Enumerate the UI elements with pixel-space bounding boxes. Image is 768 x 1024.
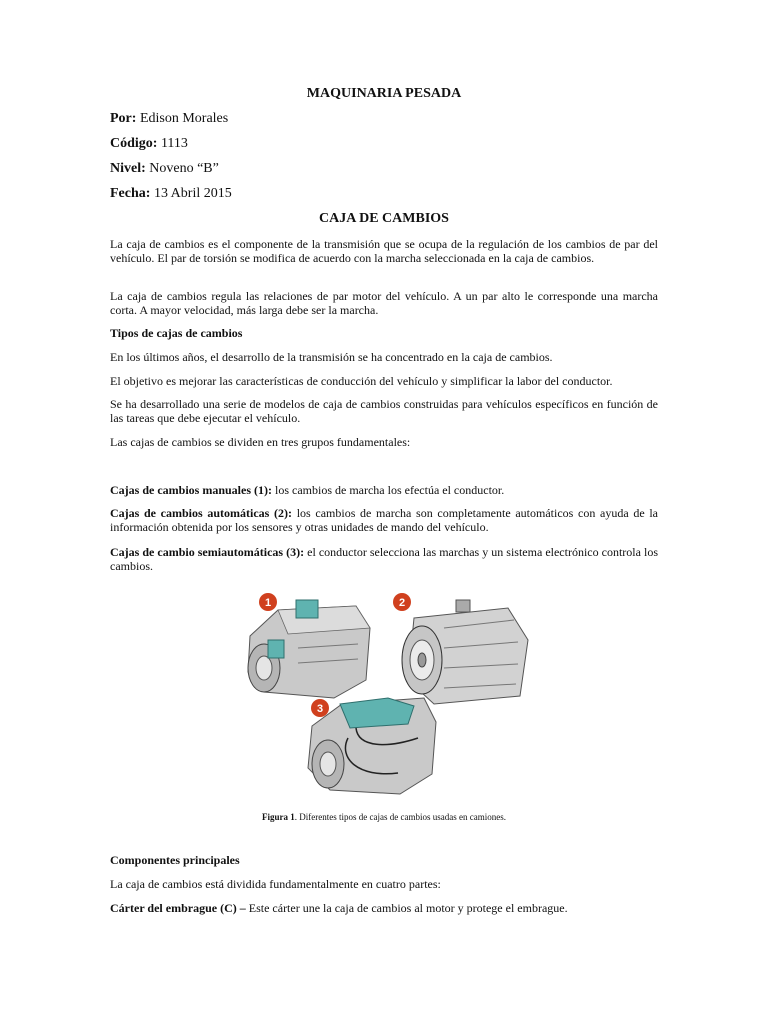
semiautomatic-label: Cajas de cambio semiautomáticas (3): <box>110 545 305 559</box>
paragraph-torque: La caja de cambios regula las relaciones de par motor del vehículo. A un par alto le corresponde una marcha corta. A mayor velocidad, más larga debe ser la marcha. <box>110 289 658 317</box>
date-line <box>110 186 232 202</box>
badge-1: 1 <box>264 597 272 609</box>
item-manual <box>110 483 658 497</box>
manual-label: Cajas de cambios manuales (1): <box>110 483 272 497</box>
date-label: Fecha: <box>110 186 151 201</box>
caption-text: . Diferentes tipos de cajas de cambios usadas en camiones. <box>294 812 506 822</box>
heading-componentes: Componentes principales <box>110 853 240 867</box>
level-line <box>110 161 219 177</box>
item-carter <box>110 901 658 915</box>
date-value: 13 Abril 2015 <box>153 186 232 201</box>
badge-3: 3 <box>316 703 324 715</box>
item-semiautomatic <box>110 545 658 573</box>
level-value: Noveno “B” <box>149 161 219 176</box>
automatic-label: Cajas de cambios automáticas (2): <box>110 506 293 520</box>
code-label: Código: <box>110 136 158 151</box>
caption-label: Figura 1 <box>262 812 295 822</box>
paragraph-groups: Las cajas de cambios se dividen en tres grupos fundamentales: <box>110 435 411 449</box>
gearbox-manual-image <box>248 593 370 698</box>
level-label: Nivel: <box>110 161 146 176</box>
paragraph-objective: El objetivo es mejorar las características de conducción del vehículo y simplificar la labor del conductor. <box>110 374 613 388</box>
semiautomatic-text: el conductor selecciona las marchas y un sistema electrónico controla los cambios. <box>110 545 659 573</box>
author-line <box>110 111 228 127</box>
code-value: 1113 <box>160 136 188 151</box>
paragraph-models: Se ha desarrollado una serie de modelos de caja de cambios construidas para vehículos específicos en función de las tareas que debe ejecutar el vehículo. <box>110 397 658 425</box>
manual-text: los cambios de marcha los efectúa el conductor. <box>272 483 505 497</box>
paragraph-parts: La caja de cambios está dividida fundamentalmente en cuatro partes: <box>110 877 441 891</box>
paragraph-development: En los últimos años, el desarrollo de la transmisión se ha concentrado en la caja de cambios. <box>110 350 553 364</box>
gearbox-semiautomatic-image <box>308 698 436 794</box>
document-title: MAQUINARIA PESADA <box>306 86 462 101</box>
author-label: Por: <box>110 111 137 126</box>
gearbox-automatic-image <box>393 593 528 704</box>
badge-2: 2 <box>398 597 406 609</box>
heading-tipos: Tipos de cajas de cambios <box>110 326 243 340</box>
carter-label: Cárter del embrague (C) – <box>110 901 246 915</box>
code-line <box>110 136 188 152</box>
gearbox-figure <box>238 588 538 806</box>
automatic-text: los cambios de marcha son completamente automáticos con ayuda de la información obtenida por los sensores y otras unidades de mando del vehículo. <box>110 506 658 534</box>
carter-text: Este cárter une la caja de cambios al motor y protege el embrague. <box>245 901 568 915</box>
figure-caption <box>110 812 658 822</box>
section-title: CAJA DE CAMBIOS <box>319 211 449 226</box>
paragraph-intro: La caja de cambios es el componente de la transmisión que se ocupa de la regulación de los cambios de par del vehículo. El par de torsión se modifica de acuerdo con la marcha seleccionada en la caja de cambios. <box>110 237 658 265</box>
author-value: Edison Morales <box>139 111 229 126</box>
item-automatic <box>110 506 658 534</box>
